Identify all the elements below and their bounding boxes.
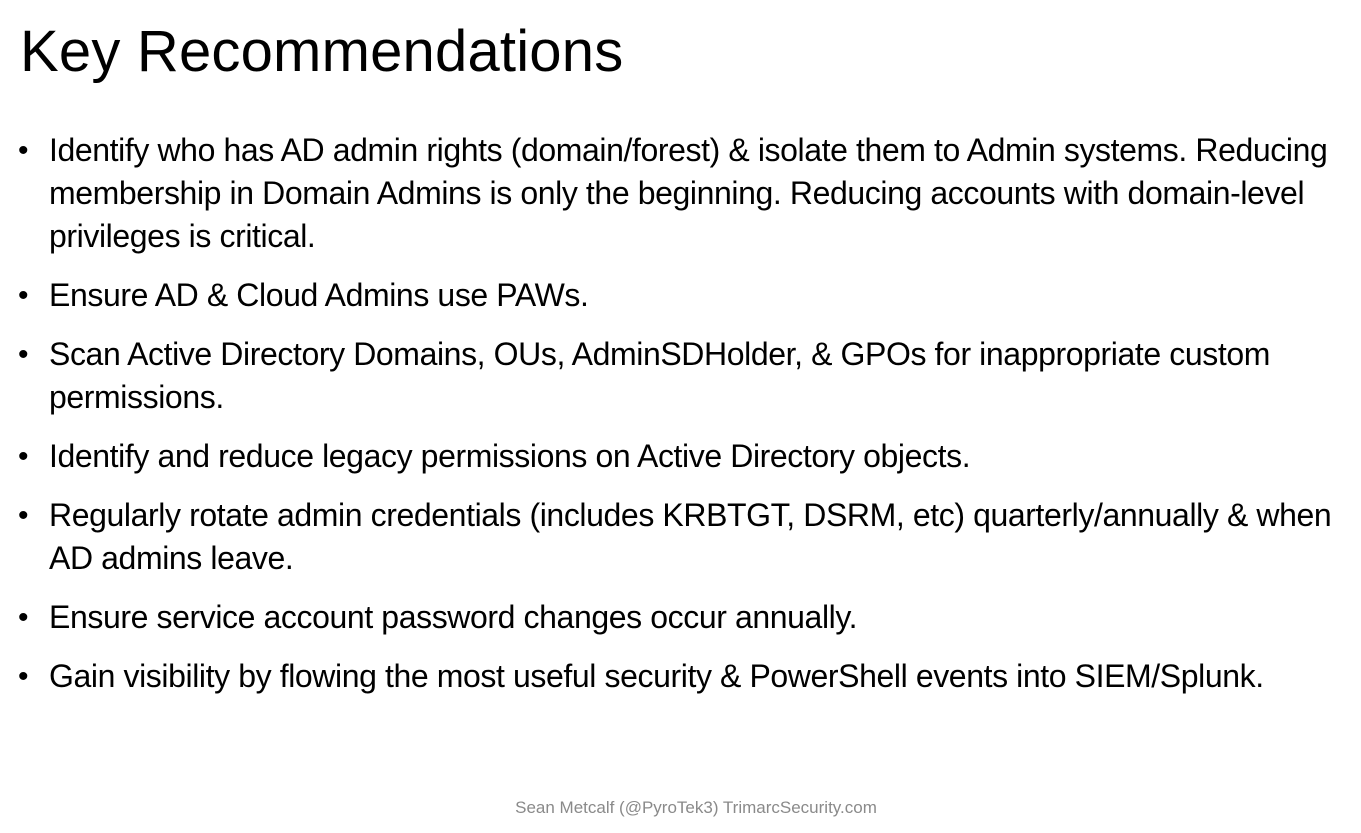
bullet-text: Scan Active Directory Domains, OUs, AdminSDHolder, & GPOs for inappropriate custom permissions. [49, 336, 1271, 415]
bullet-item-4 [18, 435, 1353, 478]
bullet-text: Ensure AD & Cloud Admins use PAWs. [49, 277, 589, 313]
bullet-text: Regularly rotate admin credentials (includes KRBTGT, DSRM, etc) quarterly/annually & when AD admins leave. [49, 497, 1332, 576]
bullet-text: Identify and reduce legacy permissions on Active Directory objects. [49, 438, 971, 474]
bullet-item-2 [18, 274, 1353, 317]
bullet-dot: • [18, 134, 29, 167]
slide-title: Key Recommendations [20, 19, 624, 84]
bullet-text: Identify who has AD admin rights (domain/forest) & isolate them to Admin systems. Reducing membership in Domain Admins is only the beginning. Reducing accounts with domain-level privileges is critical. [49, 132, 1328, 254]
bullet-dot: • [18, 601, 29, 634]
bullet-dot: • [18, 279, 29, 312]
bullet-dot: • [18, 338, 29, 371]
bullet-list [18, 129, 1353, 714]
bullet-text: Ensure service account password changes occur annually. [49, 599, 858, 635]
bullet-item-1 [18, 129, 1353, 258]
bullet-item-7 [18, 655, 1353, 698]
slide-footer: Sean Metcalf (@PyroTek3) TrimarcSecurity.com [515, 798, 877, 817]
bullet-dot: • [18, 660, 29, 693]
bullet-item-3 [18, 333, 1353, 419]
bullet-item-5 [18, 494, 1353, 580]
bullet-text: Gain visibility by flowing the most useful security & PowerShell events into SIEM/Splunk. [49, 658, 1264, 694]
bullet-dot: • [18, 440, 29, 473]
bullet-dot: • [18, 499, 29, 532]
bullet-item-6 [18, 596, 1353, 639]
